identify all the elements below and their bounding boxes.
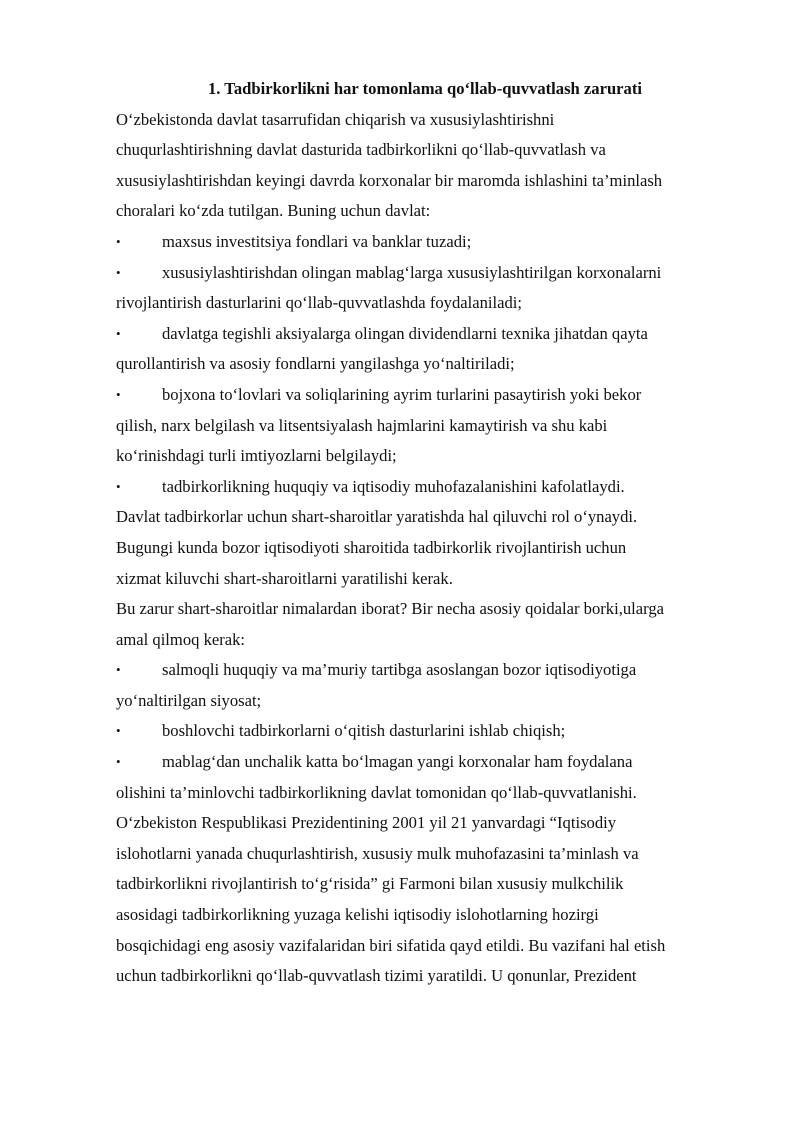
list-item: [116, 380, 726, 472]
bullet-icon: •: [116, 325, 121, 341]
text-line: O‘zbekistonda davlat tasarrufidan chiqarish va xususiylashtirishni: [116, 109, 555, 129]
paragraph-conditions: [116, 594, 726, 655]
list-item-text: salmoqli huquqiy va ma’muriy tartibga asoslangan bozor iqtisodiyotiga: [162, 660, 637, 680]
bullet-icon: •: [116, 264, 121, 280]
text-line: uchun tadbirkorlikni qo‘llab-quvvatlash tizimi yaratildi. U qonunlar, Prezident: [116, 966, 637, 986]
list-item-text: rivojlantirish dasturlarini qo‘llab-quvvatlashda foydalaniladi;: [116, 293, 522, 313]
list-item: [116, 472, 726, 503]
intro-paragraph: [116, 105, 726, 227]
text-line: xususiylashtirishdan keyingi davrda korxonalar bir maromda ishlashini ta’minlash: [116, 170, 663, 190]
list-item-text: qilish, narx belgilash va litsentsiyalash hajmlarini kamaytirish va shu kabi: [116, 415, 608, 435]
text-line: chuqurlashtirishning davlat dasturida tadbirkorlikni qo‘llab-quvvatlash va: [116, 140, 606, 160]
text-line: Bu zarur shart-sharoitlar nimalardan iborat? Bir necha asosiy qoidalar borki,ularga: [116, 599, 665, 619]
text-line: asosidagi tadbirkorlikning yuzaga kelishi iqtisodiy islohotlarning hozirgi: [116, 905, 599, 925]
bullet-icon: •: [116, 478, 121, 494]
list-item-text: qurollantirish va asosiy fondlarni yangilashga yo‘naltiriladi;: [116, 354, 515, 374]
list-item: [116, 716, 726, 747]
bullet-icon: •: [116, 723, 121, 739]
bullet-icon: •: [116, 662, 121, 678]
text-line: xizmat kiluvchi shart-sharoitlarni yaratilishi kerak.: [116, 568, 453, 588]
list-item-text: bojxona to‘lovlari va soliqlarining ayrim turlarini pasaytirish yoki bekor: [162, 384, 642, 404]
list-item-text: olishini ta’minlovchi tadbirkorlikning davlat tomonidan qo‘llab-quvvatlanishi.: [116, 782, 637, 802]
list-item: [116, 747, 726, 808]
list-item-text: xususiylashtirishdan olingan mablag‘larga xususiylashtirilgan korxonalarni: [162, 262, 662, 282]
section-title: 1. Tadbirkorlikni har tomonlama qo‘llab-quvvatlash zarurati: [208, 79, 642, 98]
list-item-text: davlatga tegishli aksiyalarga olingan dividendlarni texnika jihatdan qayta: [162, 323, 648, 343]
list-item: [116, 319, 726, 380]
text-line: amal qilmoq kerak:: [116, 629, 246, 649]
list-item: [116, 655, 726, 716]
bullet-list-state-measures: [116, 227, 726, 502]
text-line: bosqichidagi eng asosiy vazifalaridan biri sifatida qayd etildi. Bu vazifani hal etish: [116, 935, 666, 955]
text-line: tadbirkorlikni rivojlantirish to‘g‘risida” gi Farmoni bilan xususiy mulkchilik: [116, 874, 624, 894]
list-item-text: tadbirkorlikning huquqiy va iqtisodiy muhofazalanishini kafolatlaydi.: [162, 476, 625, 496]
list-item-text: ko‘rinishdagi turli imtiyozlarni belgilaydi;: [116, 446, 397, 466]
text-line: Davlat tadbirkorlar uchun shart-sharoitlar yaratishda hal qiluvchi rol o‘ynaydi.: [116, 507, 638, 527]
text-line: islohotlarni yanada chuqurlashtirish, xususiy mulk muhofazasini ta’minlash va: [116, 843, 639, 863]
list-item-text: boshlovchi tadbirkorlarni o‘qitish dasturlarini ishlab chiqish;: [162, 721, 566, 741]
bullet-icon: •: [116, 386, 121, 402]
list-item-text: yo‘naltirilgan siyosat;: [116, 690, 262, 710]
bullet-icon: •: [116, 233, 121, 249]
document-page: [116, 74, 726, 992]
list-item: [116, 258, 726, 319]
bullet-icon: •: [116, 754, 121, 770]
list-item: [116, 227, 726, 258]
text-line: Bugungi kunda bozor iqtisodiyoti sharoitida tadbirkorlik rivojlantirish uchun: [116, 537, 627, 557]
list-item-text: maxsus investitsiya fondlari va banklar tuzadi;: [162, 231, 472, 251]
paragraph-decree: [116, 808, 726, 992]
text-line: choralari ko‘zda tutilgan. Buning uchun davlat:: [116, 201, 431, 221]
paragraph-state-role: [116, 502, 726, 594]
bullet-list-rules: [116, 655, 726, 808]
list-item-text: mablag‘dan unchalik katta bo‘lmagan yangi korxonalar ham foydalana: [162, 752, 633, 772]
text-line: O‘zbekiston Respublikasi Prezidentining 2001 yil 21 yanvardagi “Iqtisodiy: [116, 813, 617, 833]
